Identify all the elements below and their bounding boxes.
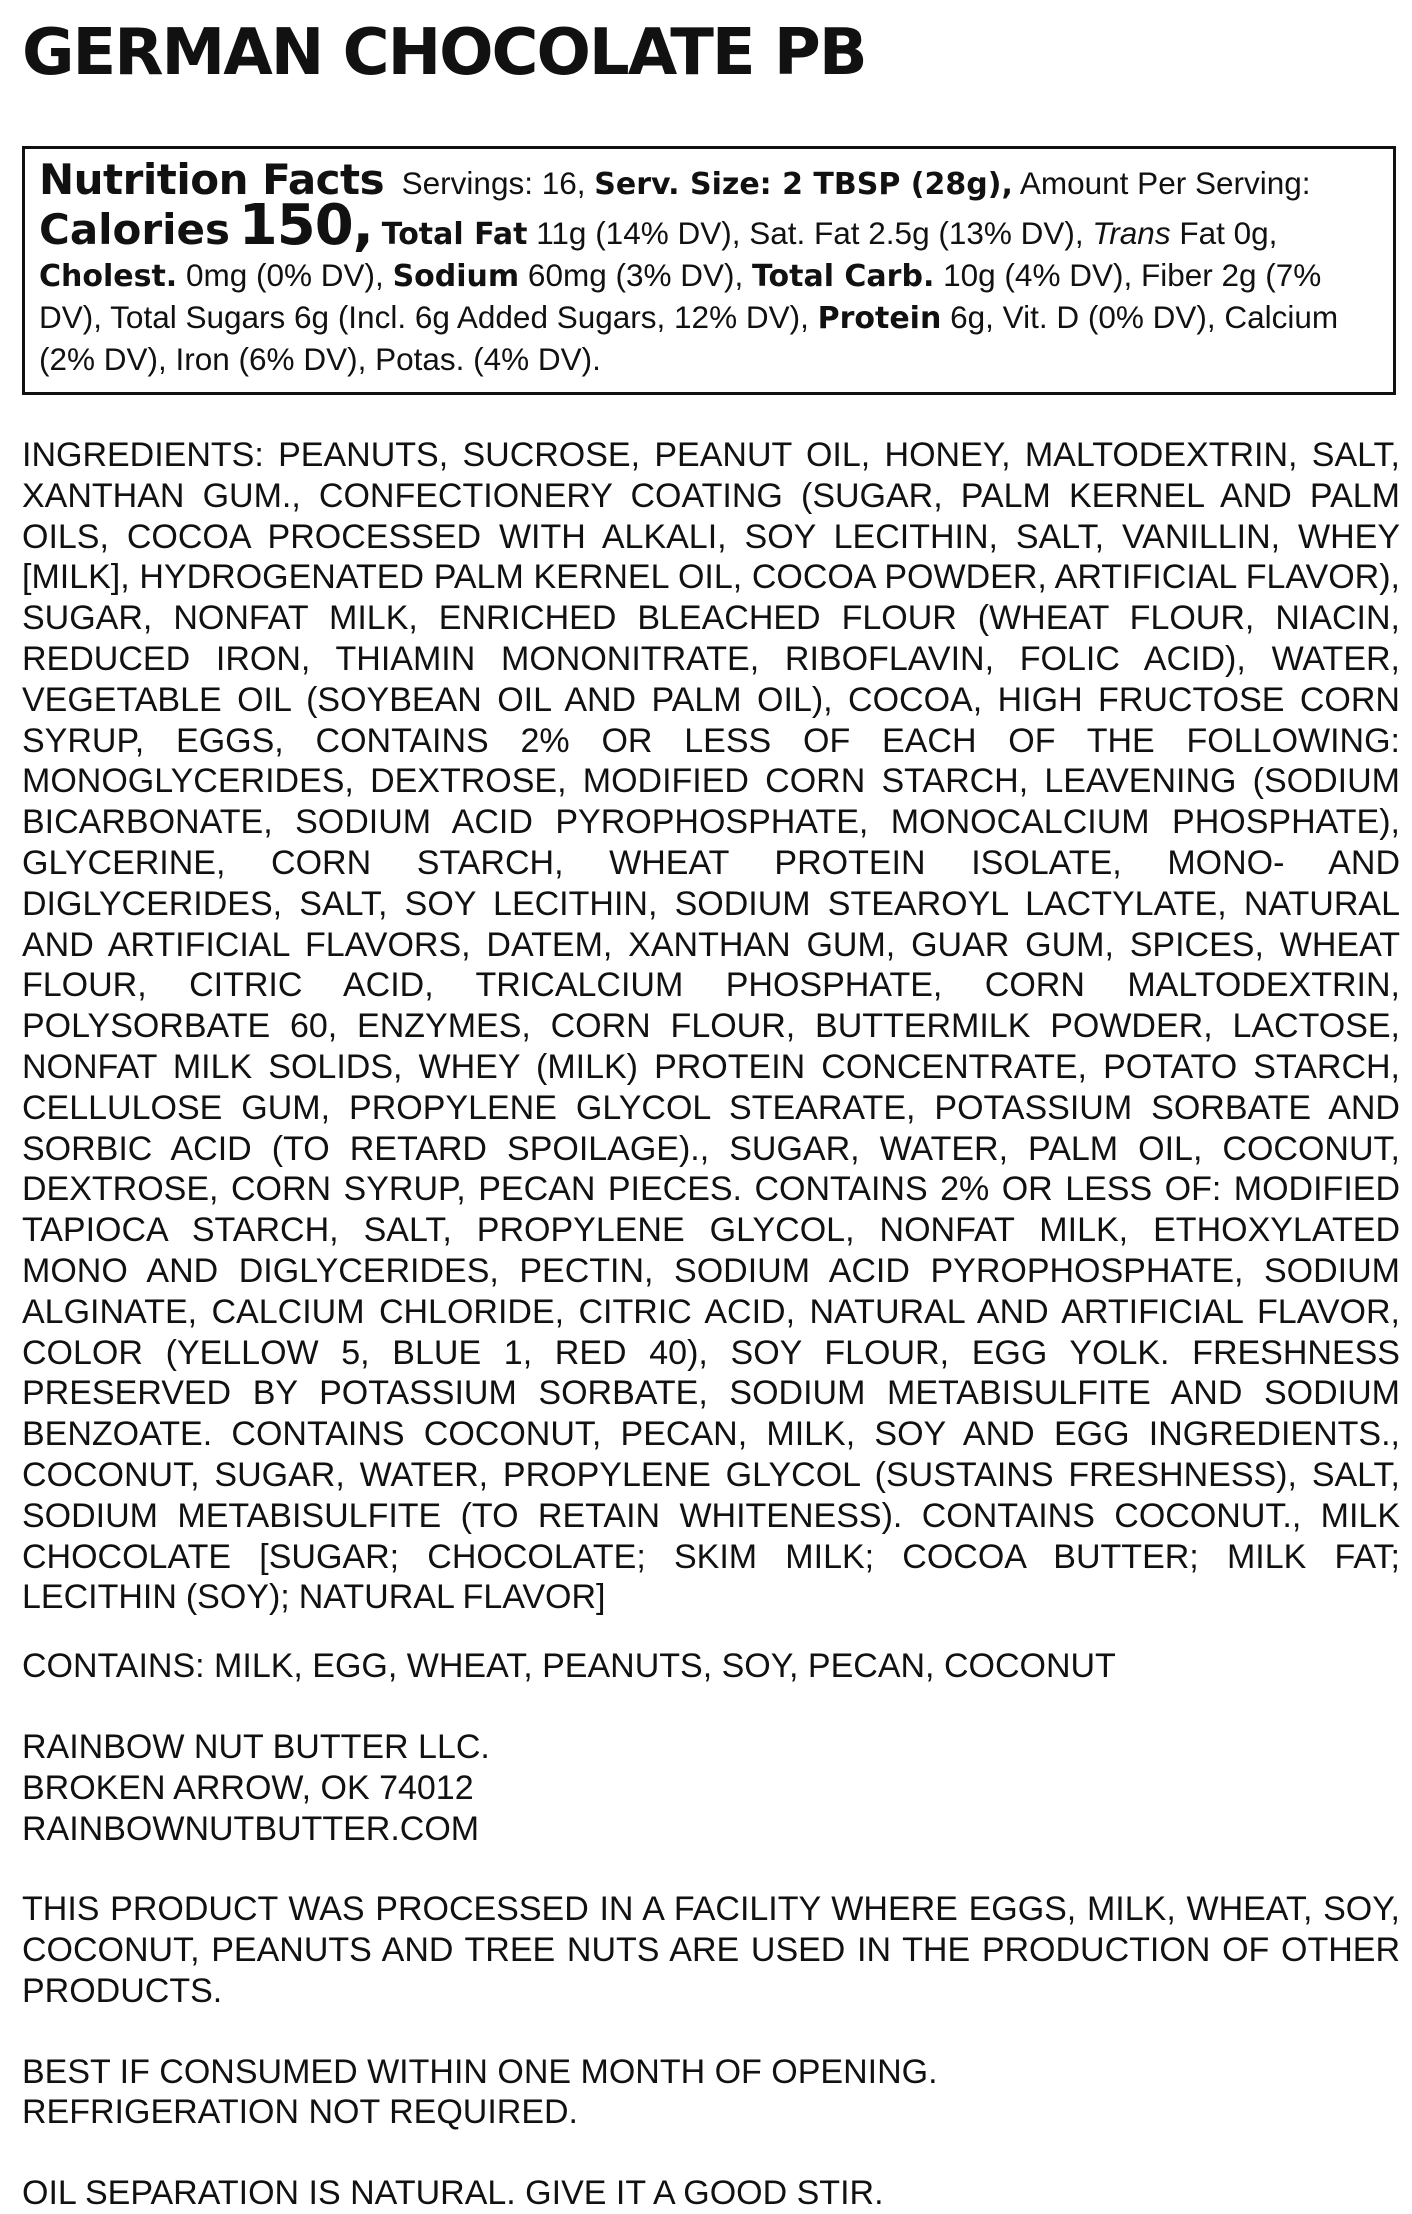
company-website: RAINBOWNUTBUTTER.COM <box>22 1809 480 1848</box>
product-title: GERMAN CHOCOLATE PB <box>22 16 866 90</box>
total-fat-label: Total Fat <box>381 217 528 252</box>
refrigeration-text: REFRIGERATION NOT REQUIRED. <box>22 2093 579 2132</box>
storage-info <box>22 2052 1400 2134</box>
allergen-contains-text: CONTAINS: MILK, EGG, WHEAT, PEANUTS, SOY, PECAN, COCONUT <box>22 1647 1116 1686</box>
serving-size-text: Serv. Size: 2 TBSP (28g), <box>594 167 1013 202</box>
label-page <box>22 0 1400 2214</box>
calories-value: 150, <box>238 193 373 258</box>
oil-separation-note: OIL SEPARATION IS NATURAL. GIVE IT A GOOD STIR. <box>22 2174 884 2213</box>
protein-value: 6g, Vit. D (0% DV), Calcium (2% DV), Iron (6% DV), Potas. (4% DV). <box>39 299 1339 377</box>
company-info <box>22 1727 1400 1849</box>
company-address: BROKEN ARROW, OK 74012 <box>22 1768 474 1807</box>
nutrition-facts-panel <box>22 146 1396 395</box>
trans-fat-value: Fat 0g, <box>1179 215 1278 251</box>
total-fat-value: 11g (14% DV), Sat. Fat 2.5g (13% DV), <box>536 215 1084 251</box>
total-carb-label: Total Carb. <box>752 259 935 294</box>
ingredients-text: INGREDIENTS: PEANUTS, SUCROSE, PEANUT OIL, HONEY, MALTODEXTRIN, SALT, XANTHAN GUM., CONFECTIONERY COATING (SUGAR, PALM KERNEL AND PALM OILS, COCOA PROCESSED WITH ALKALI, SOY LECITHIN, SALT, VANILLIN, WHEY [MILK], HYDROGENATED PALM KERNEL OIL, COCOA POWDER, ARTIFICIAL FLAVOR), SUGAR, NONFAT MILK, ENRICHED BLEACHED FLOUR (WHEAT FLOUR, NIACIN, REDUCED IRON, THIAMIN MONONITRATE, RIBOFLAVIN, FOLIC ACID), WATER, VEGETABLE OIL (SOYBEAN OIL AND PALM OIL), COCOA, HIGH FRUCTOSE CORN SYRUP, EGGS, CONTAINS 2% OR LESS OF EACH OF THE FOLLOWING: MONOGLYCERIDES, DEXTROSE, MODIFIED CORN STARCH, LEAVENING (SODIUM BICARBONATE, SODIUM ACID PYROPHOSPHATE, MONOCALCIUM PHOSPHATE), GLYCERINE, CORN STARCH, WHEAT PROTEIN ISOLATE, MONO- AND DIGLYCERIDES, SALT, SOY LECITHIN, SODIUM STEAROYL LACTYLATE, NATURAL AND ARTIFICIAL FLAVORS, DATEM, XANTHAN GUM, GUAR GUM, SPICES, WHEAT FLOUR, CITRIC ACID, TRICALCIUM PHOSPHATE, CORN MALTODEXTRIN, POLYSORBATE 60, ENZYMES, CORN FLOUR, BUTTERMILK POWDER, LACTOSE, NONFAT MILK SOLIDS, WHEY (MILK) PROTEIN CONCENTRATE, POTATO STARCH, CELLULOSE GUM, PROPYLENE GLYCOL STEARATE, POTASSIUM SORBATE AND SORBIC ACID (TO RETARD SPOILAGE)., SUGAR, WATER, PALM OIL, COCONUT, DEXTROSE, CORN SYRUP, PECAN PIECES. CONTAINS 2% OR LESS OF: MODIFIED TAPIOCA STARCH, SALT, PROPYLENE GLYCOL, NONFAT MILK, ETHOXYLATED MONO AND DIGLYCERIDES, PECTIN, SODIUM ACID PYROPHOSPHATE, SODIUM ALGINATE, CALCIUM CHLORIDE, CITRIC ACID, NATURAL AND ARTIFICIAL FLAVOR, COLOR (YELLOW 5, BLUE 1, RED 40), SOY FLOUR, EGG YOLK. FRESHNESS PRESERVED BY POTASSIUM SORBATE, SODIUM METABISULFITE AND SODIUM BENZOATE. CONTAINS COCONUT, PECAN, MILK, SOY AND EGG INGREDIENTS., COCONUT, SUGAR, WATER, PROPYLENE GLYCOL (SUSTAINS FRESHNESS), SALT, SODIUM METABISULFITE (TO RETAIN WHITENESS). CONTAINS COCONUT., MILK CHOCOLATE [SUGAR; CHOCOLATE; SKIM MILK; COCOA BUTTER; MILK FAT; LECITHIN (SOY); NATURAL FLAVOR] <box>22 436 1400 1617</box>
protein-label: Protein <box>817 301 942 336</box>
cholesterol-value: 0mg (0% DV), <box>185 257 384 293</box>
cholesterol-label: Cholest. <box>39 259 178 294</box>
amount-per-serving-text: Amount Per Serving: <box>1019 165 1311 201</box>
calories-label: Calories <box>39 205 231 254</box>
best-if-consumed-text: BEST IF CONSUMED WITHIN ONE MONTH OF OPENING. <box>22 2052 938 2091</box>
sodium-label: Sodium <box>392 259 520 294</box>
facility-notice: THIS PRODUCT WAS PROCESSED IN A FACILITY WHERE EGGS, MILK, WHEAT, SOY, COCONUT, PEANUTS AND TREE NUTS ARE USED IN THE PRODUCTION OF OTHER PRODUCTS. <box>22 1890 1400 2010</box>
nutrition-facts-heading: Nutrition Facts <box>39 155 385 204</box>
sodium-value: 60mg (3% DV), <box>527 257 744 293</box>
total-carb-value: 10g (4% DV), Fiber 2g (7% DV), Total Sugars 6g (Incl. 6g Added Sugars, 12% DV), <box>39 257 1322 335</box>
servings-text: Servings: 16, <box>401 165 586 201</box>
trans-fat-label: Trans <box>1092 215 1171 251</box>
company-name: RAINBOW NUT BUTTER LLC. <box>22 1727 490 1766</box>
